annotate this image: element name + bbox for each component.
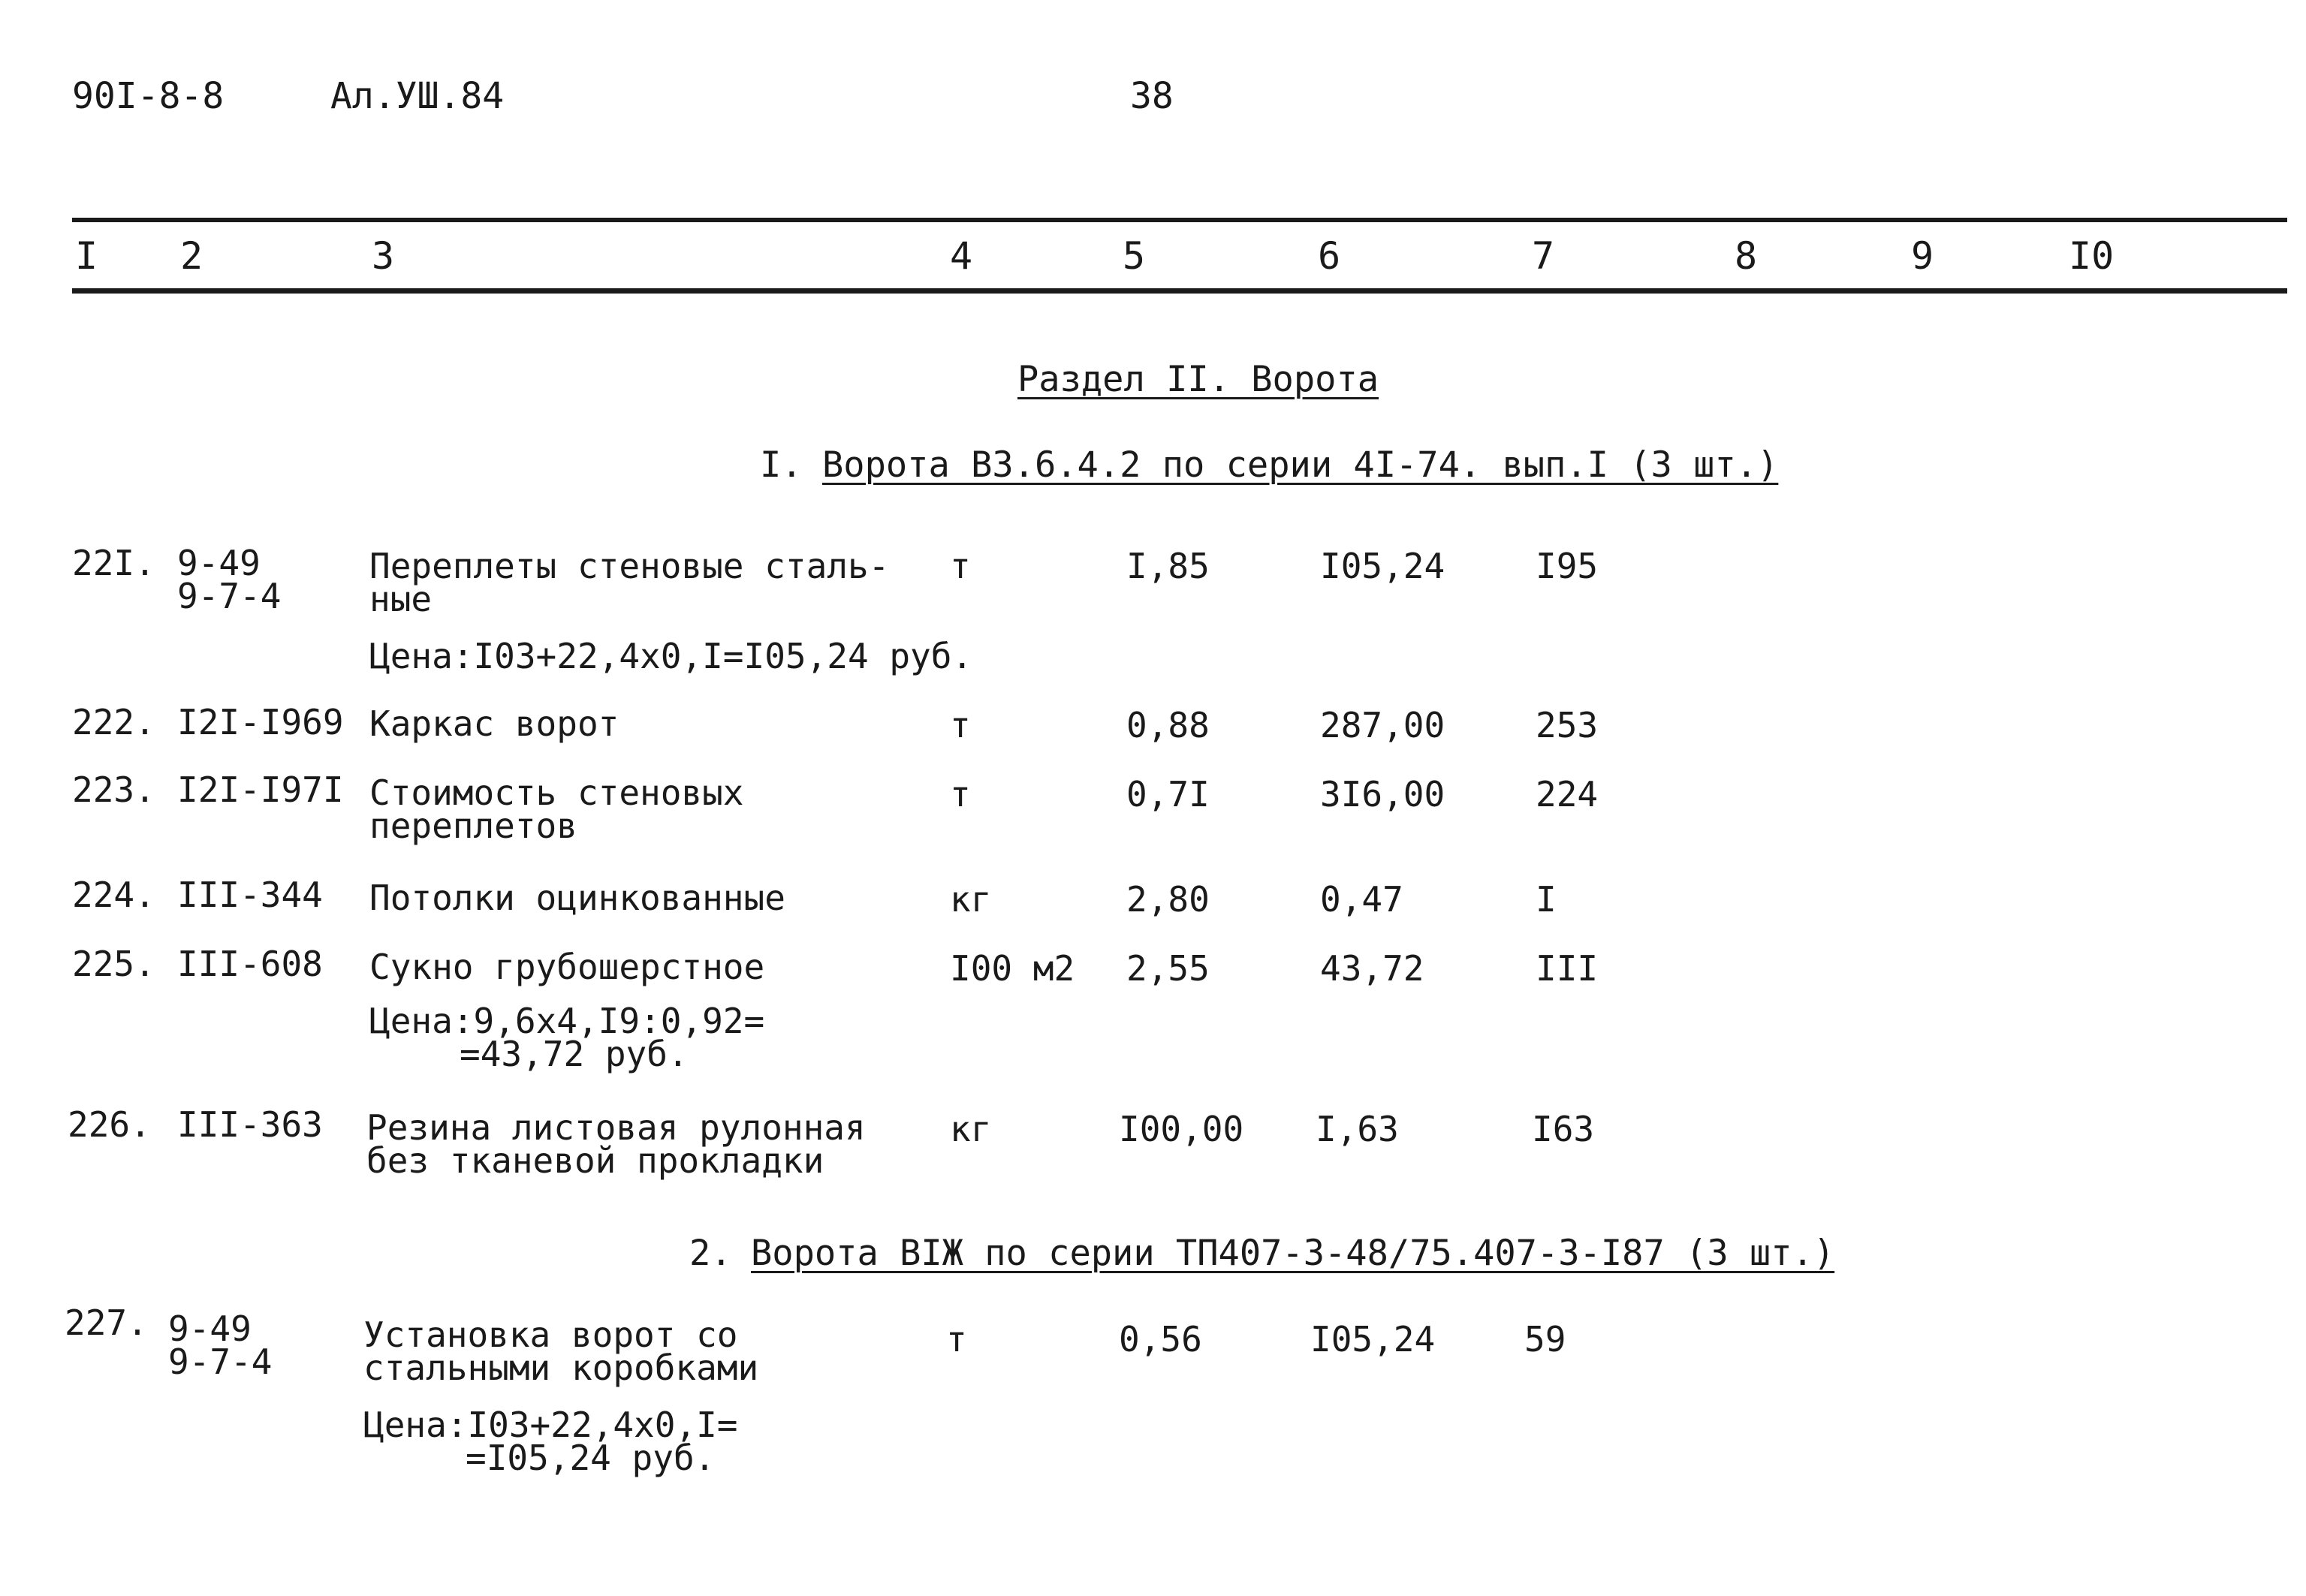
row-description-cont: без тканевой прокладки (366, 1140, 824, 1181)
row-description: Резина листовая рулонная (366, 1107, 866, 1148)
column-number-6: 6 (1318, 234, 1341, 278)
top-rule (72, 218, 2287, 222)
row-total: 253 (1536, 705, 1599, 745)
column-number-2: 2 (180, 234, 203, 278)
row-unit: кг (950, 1109, 992, 1149)
row-price-note-cont: =43,72 руб. (460, 1034, 689, 1074)
row-price-note: Цена:I03+22,4х0,I=I05,24 руб. (369, 636, 973, 676)
row-unit: т (950, 546, 971, 586)
row-quantity: 2,55 (1126, 948, 1210, 989)
row-unit-price: I05,24 (1320, 546, 1445, 586)
row-description-cont: ные (369, 579, 433, 619)
row-total: 59 (1524, 1319, 1566, 1360)
row-quantity: 2,80 (1126, 879, 1210, 920)
row-description: Установка ворот со (363, 1314, 738, 1355)
row-number: 22I. (72, 543, 155, 583)
row-description: Стоимость стеновых (369, 772, 744, 813)
row-total: I63 (1532, 1109, 1595, 1149)
column-number-1: I (75, 234, 98, 278)
row-description-cont: переплетов (369, 806, 577, 846)
row-quantity: 0,56 (1119, 1319, 1202, 1360)
row-code: III-344 (177, 875, 323, 915)
row-number: 224. (72, 875, 155, 915)
row-quantity: I,85 (1126, 546, 1210, 586)
row-code: 9-49 (177, 543, 261, 583)
row-code: 9-49 (168, 1308, 252, 1349)
row-total: I95 (1536, 546, 1599, 586)
row-code: I2I-I97I (177, 769, 344, 810)
row-code: III-363 (177, 1104, 323, 1145)
column-number-3: 3 (372, 234, 395, 278)
row-unit: т (950, 705, 971, 745)
row-number: 227. (65, 1302, 148, 1343)
column-number-9: 9 (1911, 234, 1934, 278)
row-unit-price: 287,00 (1320, 705, 1445, 745)
row-code: III-608 (177, 944, 323, 984)
row-code-secondary: 9-7-4 (177, 576, 282, 616)
row-unit: т (950, 774, 971, 815)
album-code: Ал.УШ.84 (330, 75, 505, 117)
row-number: 223. (72, 769, 155, 810)
doc-code: 90I-8-8 (72, 75, 225, 117)
row-number: 226. (68, 1104, 151, 1145)
page-number: 38 (1130, 75, 1174, 117)
row-number: 225. (72, 944, 155, 984)
row-quantity: 0,7I (1126, 774, 1210, 815)
column-number-4: 4 (950, 234, 973, 278)
row-unit-price: 43,72 (1320, 948, 1424, 989)
row-description: Сукно грубошерстное (369, 947, 765, 987)
column-number-7: 7 (1532, 234, 1555, 278)
column-number-5: 5 (1123, 234, 1146, 278)
row-number: 222. (72, 702, 155, 742)
row-quantity: 0,88 (1126, 705, 1210, 745)
row-unit-price: I,63 (1316, 1109, 1399, 1149)
subsection-number: 2. (689, 1233, 732, 1274)
row-description: Потолки оцинкованные (369, 878, 785, 918)
row-unit-price: 3I6,00 (1320, 774, 1445, 815)
row-unit: т (946, 1319, 967, 1360)
row-unit-price: I05,24 (1310, 1319, 1436, 1360)
row-quantity: I00,00 (1119, 1109, 1244, 1149)
row-description: Каркас ворот (369, 703, 619, 744)
row-code-secondary: 9-7-4 (168, 1342, 273, 1382)
row-unit-price: 0,47 (1320, 879, 1403, 920)
row-unit: I00 м2 (950, 948, 1075, 989)
row-total: 224 (1536, 774, 1599, 815)
row-price-note: Цена:9,6х4,I9:0,92= (369, 1001, 765, 1041)
column-number-10: I0 (2069, 234, 2115, 278)
section-title: Раздел II. Ворота (1017, 359, 1379, 400)
row-code: I2I-I969 (177, 702, 344, 742)
bottom-rule (72, 288, 2287, 294)
row-description: Переплеты стеновые сталь- (369, 546, 890, 586)
subsection-number: I. (760, 444, 803, 486)
row-price-note: Цена:I03+22,4х0,I= (363, 1405, 738, 1445)
row-total: I (1536, 879, 1557, 920)
subsection-title: Ворота ВIЖ по серии ТП407-3-48/75.407-3-I87 (3 шт.) (751, 1233, 1835, 1274)
row-total: III (1536, 948, 1599, 989)
row-price-note-cont: =I05,24 руб. (466, 1438, 716, 1478)
row-description-cont: стальными коробками (363, 1348, 759, 1388)
row-unit: кг (950, 879, 992, 920)
column-number-8: 8 (1735, 234, 1758, 278)
subsection-title: Ворота ВЗ.6.4.2 по серии 4I-74. вып.I (3 шт.) (822, 444, 1779, 486)
